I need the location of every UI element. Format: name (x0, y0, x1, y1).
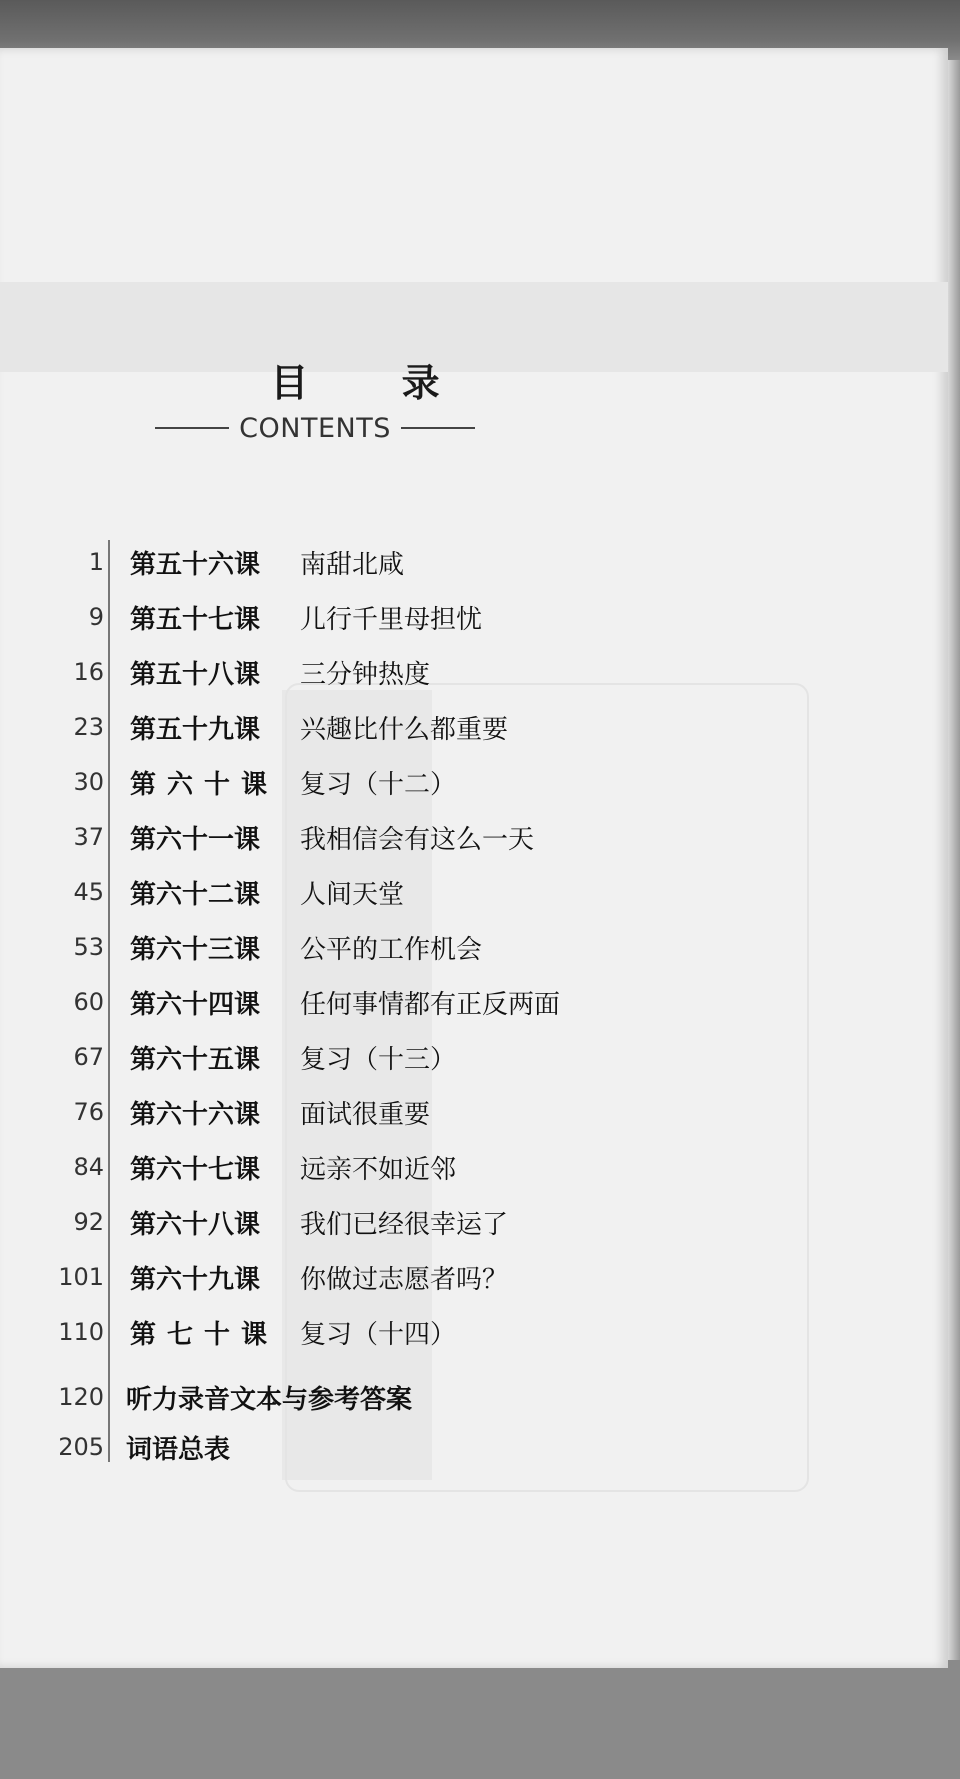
toc-entry[interactable] (0, 542, 405, 582)
lesson-topic: 远亲不如近邻 (300, 1154, 457, 1185)
lesson-topic: 我相信会有这么一天 (300, 824, 535, 855)
lesson-topic: 南甜北咸 (300, 549, 405, 580)
page-edge (948, 60, 960, 1660)
toc-entry[interactable] (0, 597, 483, 637)
toc-appendix-entry[interactable] (0, 1377, 413, 1417)
toc-entry[interactable] (0, 1202, 509, 1242)
toc-subtitle-text: CONTENTS (239, 412, 391, 444)
page-number: 101 (58, 1263, 104, 1291)
lesson-number: 第六十一课 (130, 824, 261, 855)
lesson-number: 第六十五课 (130, 1044, 261, 1075)
lesson-number: 第五十六课 (130, 549, 261, 580)
lesson-topic: 公平的工作机会 (300, 934, 483, 965)
toc-entry[interactable] (0, 762, 457, 802)
page-number: 1 (88, 548, 104, 576)
page-number: 30 (73, 768, 104, 796)
lesson-topic: 面试很重要 (300, 1099, 431, 1130)
lesson-topic: 复习（十二） (300, 769, 457, 800)
page-number: 67 (73, 1043, 104, 1071)
toc-entry[interactable] (0, 982, 561, 1022)
lesson-topic: 兴趣比什么都重要 (300, 714, 509, 745)
page-number: 120 (58, 1383, 104, 1411)
toc-entry[interactable] (0, 1312, 457, 1352)
page-number: 76 (73, 1098, 104, 1126)
subtitle-rule-left (155, 427, 229, 429)
lesson-topic: 人间天堂 (300, 879, 405, 910)
toc-entry[interactable] (0, 1037, 457, 1077)
lesson-topic: 复习（十三） (300, 1044, 457, 1075)
toc-divider-line (108, 540, 110, 1462)
page-number: 205 (58, 1433, 104, 1461)
subtitle-rule-right (401, 427, 475, 429)
page-number: 110 (58, 1318, 104, 1346)
lesson-number: 第五十八课 (130, 659, 261, 690)
lesson-number: 第六十八课 (130, 1209, 261, 1240)
lesson-topic: 我们已经很幸运了 (300, 1209, 509, 1240)
lesson-topic: 复习（十四） (300, 1319, 457, 1350)
toc-entry[interactable] (0, 707, 509, 747)
toc-subtitle (155, 410, 475, 446)
toc-title: 目 录 (270, 361, 480, 405)
toc-entry[interactable] (0, 652, 431, 692)
page-number: 53 (73, 933, 104, 961)
lesson-number: 第五十七课 (130, 604, 261, 635)
toc-appendix-entry[interactable] (0, 1427, 231, 1467)
toc-entry[interactable] (0, 872, 405, 912)
page-number: 92 (73, 1208, 104, 1236)
show-through-box (285, 683, 809, 1492)
lesson-topic: 任何事情都有正反两面 (300, 989, 561, 1020)
appendix-title: 听力录音文本与参考答案 (126, 1384, 413, 1415)
toc-entry[interactable] (0, 1147, 457, 1187)
lesson-topic: 你做过志愿者吗？ (300, 1264, 509, 1295)
page-number: 16 (73, 658, 104, 686)
lesson-topic: 儿行千里母担忧 (300, 604, 483, 635)
lesson-number: 第六十二课 (130, 879, 261, 910)
page-number: 45 (73, 878, 104, 906)
lesson-number: 第六十三课 (130, 934, 261, 965)
page-number: 60 (73, 988, 104, 1016)
lesson-number: 第六十六课 (130, 1099, 261, 1130)
toc-entry[interactable] (0, 927, 483, 967)
lesson-number: 第六十七课 (130, 1154, 261, 1185)
lesson-number: 第六十课 (130, 769, 279, 800)
toc-entry[interactable] (0, 1257, 509, 1297)
page-number: 23 (73, 713, 104, 741)
page-number: 37 (73, 823, 104, 851)
lesson-topic: 三分钟热度 (300, 659, 431, 690)
appendix-title: 词语总表 (126, 1434, 231, 1465)
page-number: 84 (73, 1153, 104, 1181)
page-number: 9 (88, 603, 104, 631)
lesson-number: 第六十九课 (130, 1264, 261, 1295)
lesson-number: 第七十课 (130, 1319, 279, 1350)
lesson-number: 第六十四课 (130, 989, 261, 1020)
lesson-number: 第五十九课 (130, 714, 261, 745)
toc-entry[interactable] (0, 817, 535, 857)
toc-entry[interactable] (0, 1092, 431, 1132)
